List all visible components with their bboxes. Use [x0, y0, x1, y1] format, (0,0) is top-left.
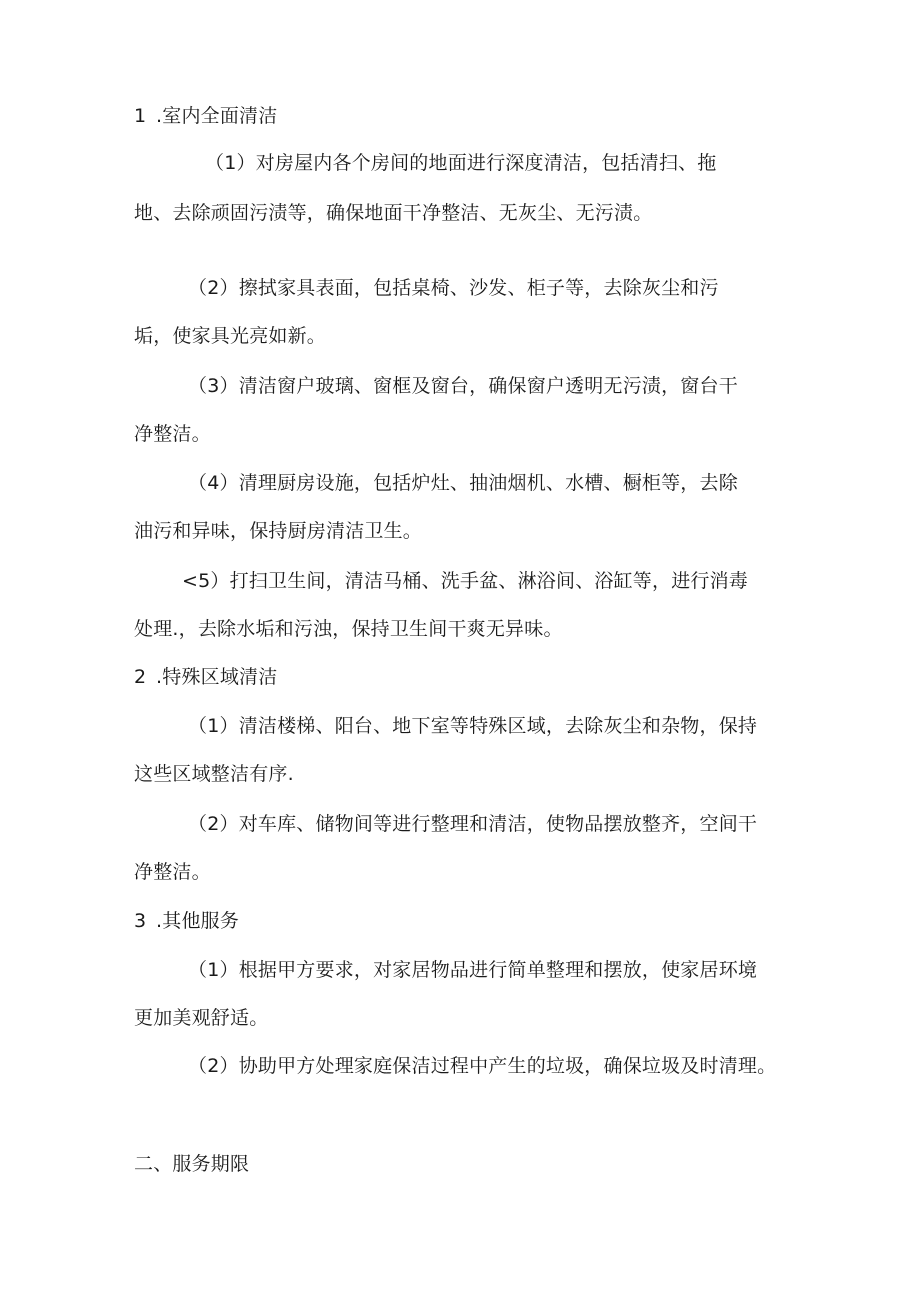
- section-heading-1: [134, 102, 277, 130]
- paragraph-line: （2）对车库、储物间等进行整理和清洁，使物品摆放整齐，空间干: [188, 813, 758, 835]
- paragraph-line: 净整洁。: [134, 423, 211, 445]
- paragraph-line: （3）清洁窗户玻璃、窗框及窗台，确保窗户透明无污渍，窗台干: [188, 375, 738, 397]
- section-number: 2: [134, 666, 147, 688]
- paragraph-line: 更加美观舒适。: [134, 1007, 269, 1029]
- section-heading-2: [134, 663, 277, 691]
- section-title: .室内全面清洁: [156, 105, 278, 127]
- chapter-heading: 二、服务期限: [134, 1153, 250, 1175]
- section-title: .特殊区域清洁: [156, 666, 278, 688]
- section-number: 1: [134, 105, 147, 127]
- paragraph-line: （1）清洁楼梯、阳台、地下室等特殊区域，去除灰尘和杂物，保持: [188, 715, 758, 737]
- paragraph-line: （2）协助甲方处理家庭保洁过程中产生的垃圾，确保垃圾及时清理。: [188, 1055, 777, 1077]
- section-number: 3: [134, 910, 147, 932]
- paragraph-line: （4）清理厨房设施，包括炉灶、抽油烟机、水槽、橱柜等，去除: [188, 472, 738, 494]
- paragraph-line: 处理.，去除水垢和污浊，保持卫生间干爽无异味。: [134, 618, 563, 640]
- section-title: .其他服务: [156, 910, 240, 932]
- paragraph-line: 净整洁。: [134, 861, 211, 883]
- paragraph-line: 这些区域整洁有序.: [134, 763, 294, 785]
- paragraph-line: 垢，使家具光亮如新。: [134, 325, 327, 347]
- paragraph-line: 地、去除顽固污渍等，确保地面干净整洁、无灰尘、无污渍。: [134, 202, 653, 224]
- paragraph-line: <5）打扫卫生间，清洁马桶、洗手盆、淋浴间、浴缸等，进行消毒: [182, 570, 749, 592]
- paragraph-line: 油污和异味，保持厨房清洁卫生。: [134, 520, 423, 542]
- paragraph-line: （2）擦拭家具表面，包括桌椅、沙发、柜子等，去除灰尘和污: [188, 277, 719, 299]
- section-heading-3: [134, 907, 239, 935]
- paragraph-line: （1）根据甲方要求，对家居物品进行简单整理和摆放，使家居环境: [188, 959, 758, 981]
- paragraph-line: （1）对房屋内各个房间的地面进行深度清洁，包括清扫、拖: [205, 152, 717, 174]
